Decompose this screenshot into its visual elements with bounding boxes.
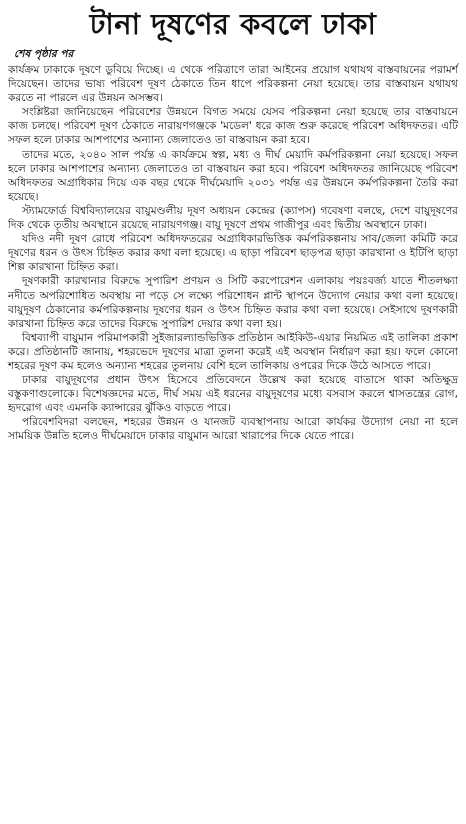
paragraph-2: সংশ্লিষ্টরা জানিয়েছেন পরিবেশের উন্নয়নে বিগত সময়ে যেসব পরিকল্পনা নেয়া হয়েছে তার বাস্তবায়নে কাজ চলছে। পরিবেশ দূষণ ঠেকাতে নারায়ণগঞ্জকে 'মডেল' ধরে কাজ শুরু করেছে পরিবেশ অধিদফতর। এটি সফল হলে ঢাকার আশপাশের অন্যান্য জেলাতেও তা বাস্তবায়ন করা হবে। — [8, 106, 458, 147]
paragraph-4: স্ট্যামফোর্ড বিশ্ববিদ্যালয়ের বায়ুমণ্ডলীয় দূষণ অধ্যয়ন কেন্দ্রের (ক্যাপস) গবেষণা বলছে, দেশে বায়ুদূষণের দিক থেকে তৃতীয় অবস্থানে রয়েছে নারায়ণগঞ্জ। বায়ু দূষণে প্রথম গাজীপুর এবং দ্বিতীয় অবস্থানে ঢাকা। — [8, 204, 458, 232]
paragraph-1: কার্যক্রম ঢাকাকে দূষণে ডুবিয়ে দিচ্ছে। এ থেকে পরিত্রাণে তারা আইনের প্রয়োগ যথাযথ বাস্তবায়নের পরামর্শ দিয়েছেন। তাদের ভাষ্য পরিবেশ দূষণ ঠেকাতে তিন ধাপে পরিকল্পনা নেয়া হয়েছে। তার বাস্তবায়ন যথাযথ করতে না পারলে এর উন্নয়ন অসম্ভব। — [8, 64, 458, 105]
continuation-kicker: শেষ পৃষ্ঠার পর — [14, 48, 74, 60]
article-body — [8, 63, 458, 444]
paragraph-5: যদিও নদী দূষণ রোধে পরিবেশ অধিদফতরের অগ্রাধিকারভিত্তিক কর্মপরিকল্পনায় সাব/জেলা কমিটি করে দূষণের ধরন ও উৎস চিহ্নিত করার কথা বলা হয়েছে। এ ছাড়া পরিবেশ ছাড়পত্র ছাড়া কারখানা ও ইটিপি ছাড়া শিল্প কারখানা চিহ্নিত করা। — [8, 233, 458, 274]
headline: টানা দূষণের কবলে ঢাকা — [89, 7, 377, 41]
paragraph-7: বিশ্বব্যাপী বায়ুমান পরিমাপকারী সুইজারল্যান্ডভিত্তিক প্রতিষ্ঠান আইকিউ-এয়ার নিয়মিত এই তালিকা প্রকাশ করে। প্রতিষ্ঠানটি জানায়, শহরভেদে দূষণের মাত্রা তুলনা করেই এই অবস্থান নির্ধারণ করা হয়। ফলে কোনো শহরের দূষণ কম হলেও অন্যান্য শহরের তুলনায় বেশি হলে তালিকায় ওপরের দিকে উঠে আসতে পারে। — [8, 331, 458, 372]
paragraph-6: দূষণকারী কারখানার বিরুদ্ধে সুপারিশ প্রণয়ন ও সিটি করপোরেশন এলাকায় পয়ঃবর্জ্য যাতে শীতলক্ষ্যা নদীতে অপরিশোধিত অবস্থায় না পড়ে সে লক্ষ্যে পরিশোধন প্লান্ট স্থাপনে উদ্যোগ নেয়ার কথা বলা হয়েছে। বায়ুদূষণ ঠেকানোর কর্মপরিকল্পনায় দূষণের ধরন ও উৎস চিহ্নিত করার কথা বলা হয়েছে। সেইসাথে দূষণকারী কারখানা চিহ্নিত করে তাদের বিরুদ্ধে সুপারিশ দেয়ার কথা বলা হয়। — [8, 275, 458, 330]
paragraph-9: পরিবেশবিদরা বলছেন, শহরের উন্নয়ন ও যানজট ব্যবস্থাপনায় আরো কার্যকর উদ্যোগ নেয়া না হলে সাময়িক উন্নতি হলেও দীর্ঘমেয়াদে ঢাকার বায়ুমান আরো খারাপের দিকে যেতে পারে। — [8, 416, 458, 443]
paragraph-8: ঢাকার বায়ুদূষণের প্রধান উৎস হিসেবে প্রতিবেদনে উল্লেখ করা হয়েছে বাতাসে থাকা অতিক্ষুদ্র বস্তুকণাগুলোকে। বিশেষজ্ঞদের মতে, দীর্ঘ সময় এই ধরনের বায়ুদূষণের মধ্যে বসবাস করলে শ্বাসতন্ত্রের রোগ, হৃদরোগ এবং এমনকি ক্যান্সারের ঝুঁকিও বাড়তে পারে। — [8, 374, 458, 415]
paragraph-3: তাদের মতে, ২০৪০ সাল পর্যন্ত এ কার্যক্রমে স্বল্প, মধ্য ও দীর্ঘ মেয়াদি কর্মপরিকল্পনা নেয়া হয়েছে। সফল হলে ঢাকার আশপাশের অন্যান্য জেলাতেও তা বাস্তবায়ন করা হবে। পরিবেশ অধিদফতর জানিয়েছে পরিবেশ অধিদফতর অগ্রাধিকার দিয়ে এক বছর থেকে দীর্ঘমেয়াদি ২০৩১ পর্যন্ত এর উন্নয়নে কর্মপরিকল্পনা তৈরি করা হয়েছে। — [8, 148, 458, 203]
